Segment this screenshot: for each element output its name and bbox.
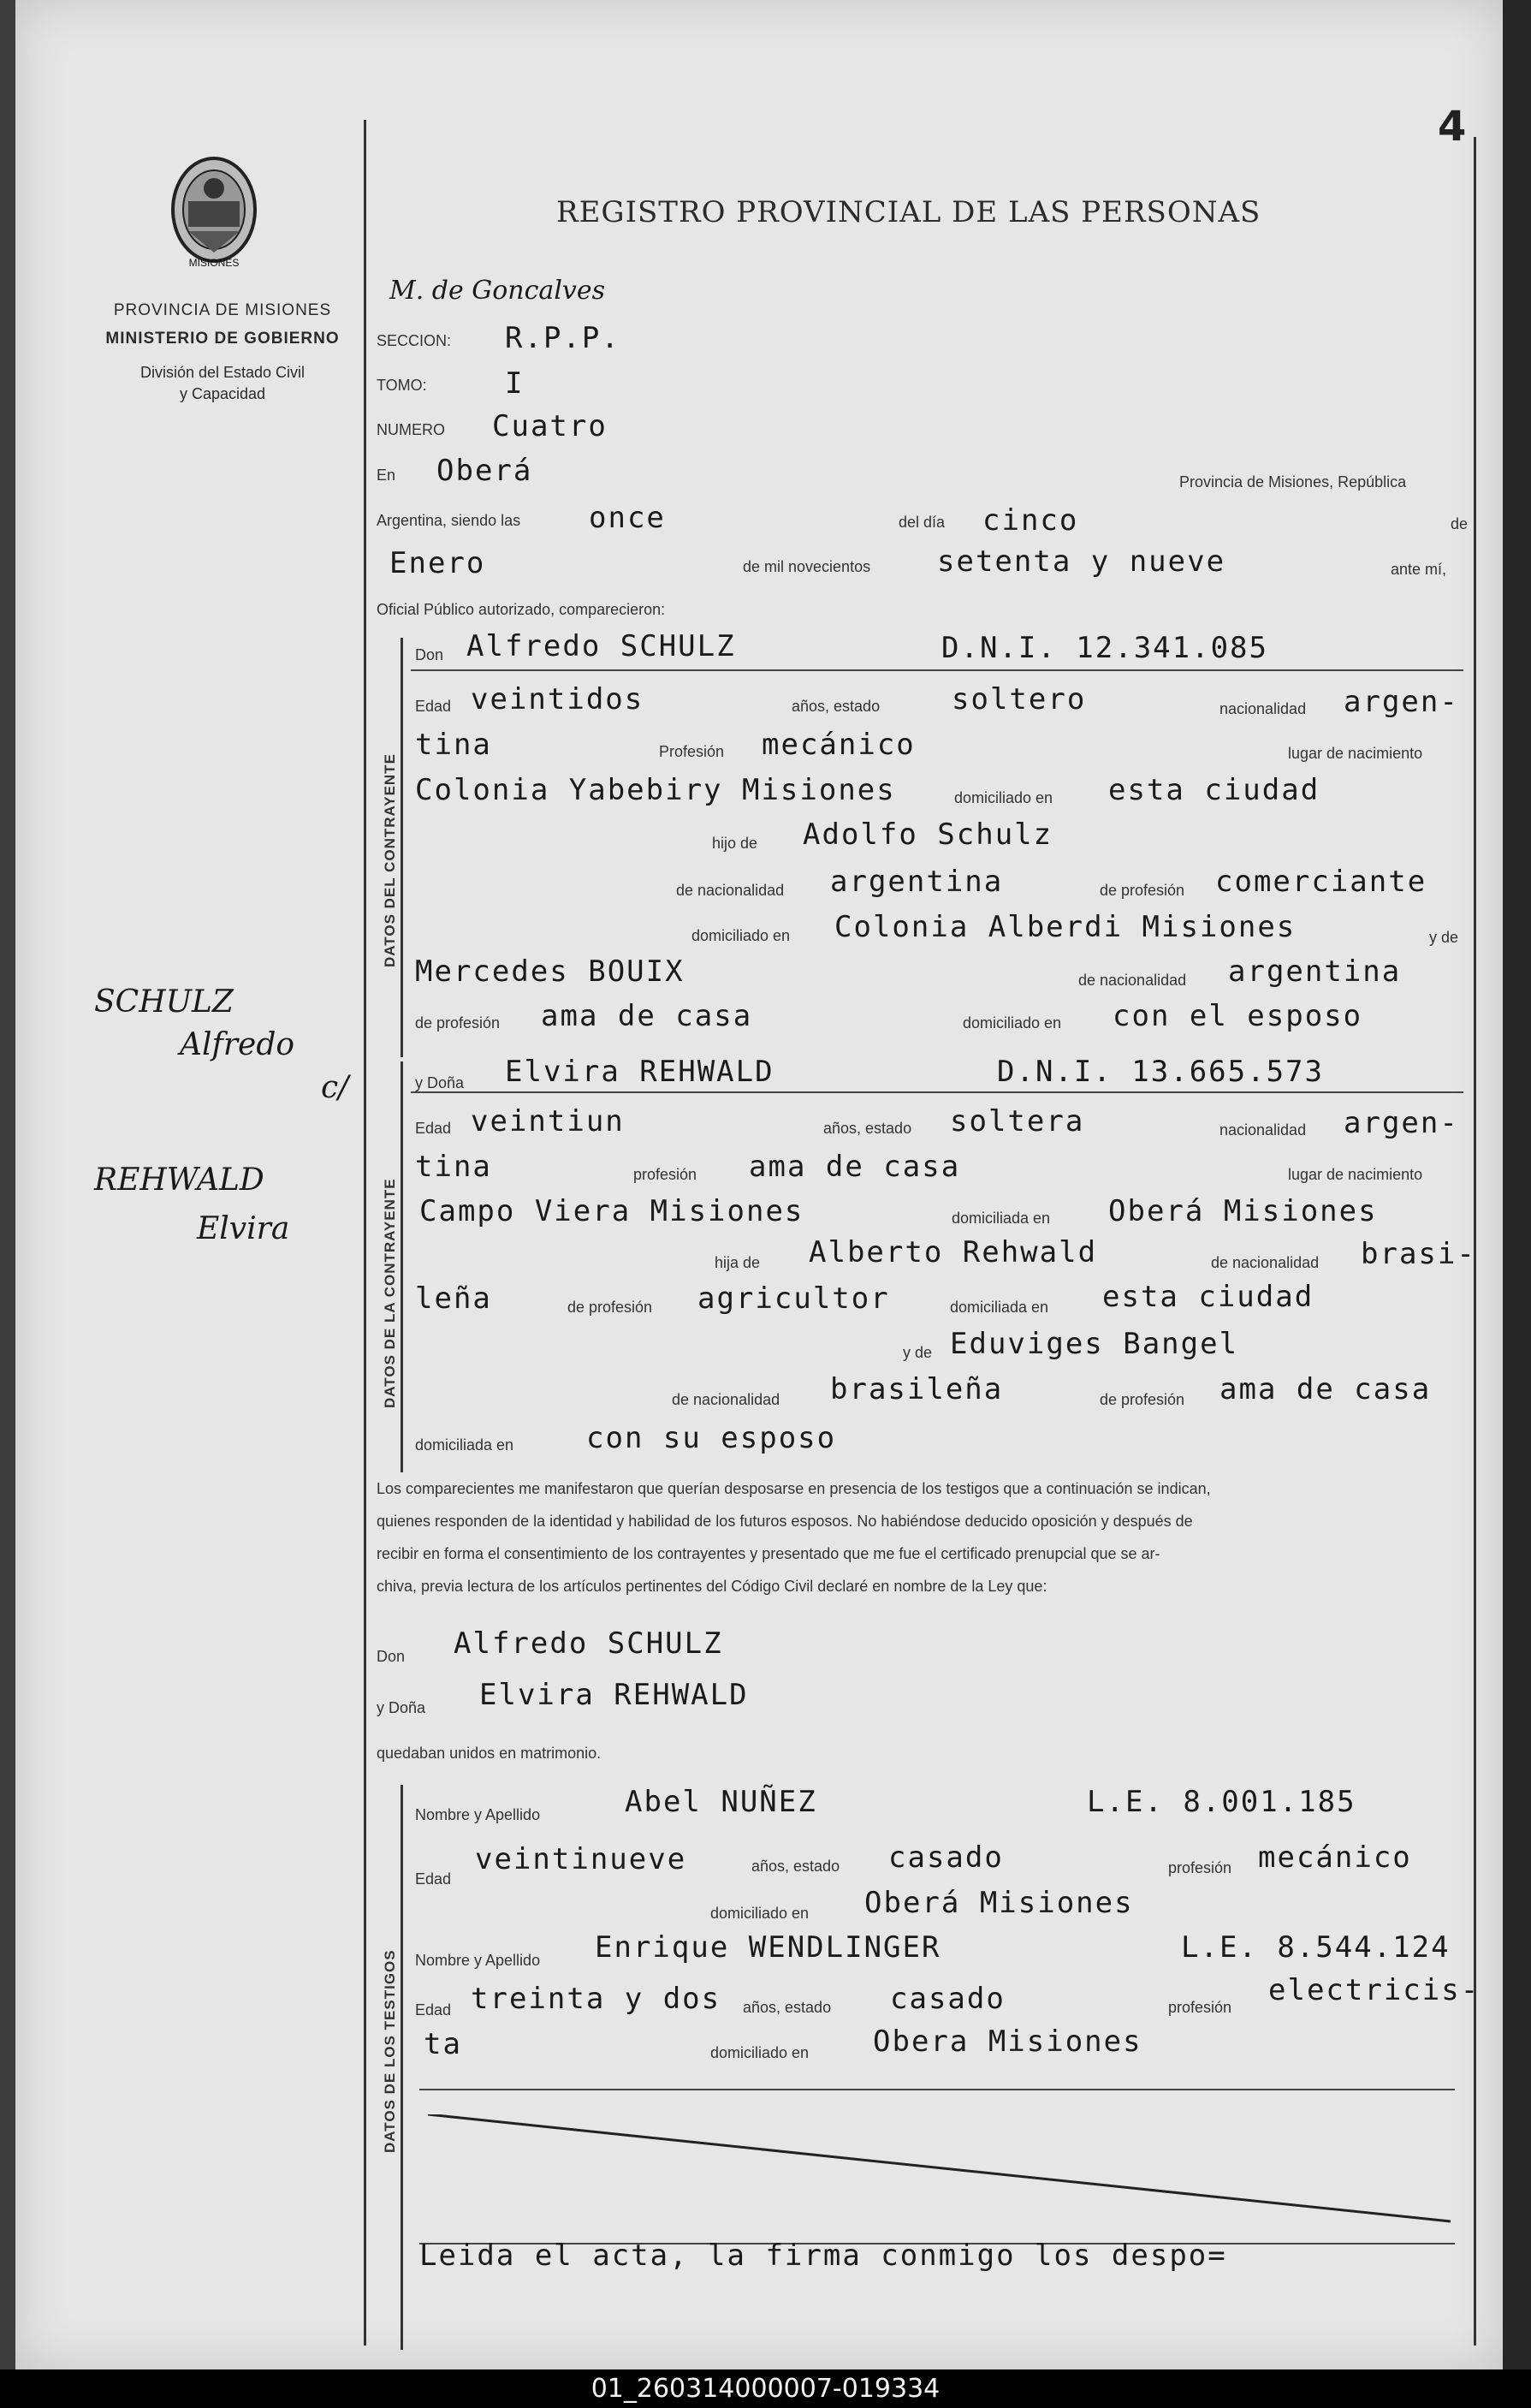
madre-prof-label: de profesión <box>1100 1391 1185 1408</box>
contrayenta-dom: Oberá Misiones <box>1108 1194 1378 1228</box>
lugar-label: lugar de nacimiento <box>1288 745 1423 762</box>
mes-value: Enero <box>389 546 486 580</box>
t2-nombre-label: Nombre y Apellido <box>415 1952 541 1969</box>
unidos-label: quedaban unidos en matrimonio. <box>377 1745 602 1762</box>
madre-dom-label: domiciliada en <box>415 1436 514 1454</box>
dom-label: domiciliada en <box>952 1210 1051 1227</box>
padre-nombre: Alberto Rehwald <box>809 1235 1098 1269</box>
contrayente-nac-cont: tina <box>415 728 492 762</box>
contrayente-section-label: DATOS DEL CONTRAYENTE <box>382 753 398 967</box>
seccion-value: R.P.P. <box>505 321 620 355</box>
declared-wife: Elvira REHWALD <box>479 1678 749 1712</box>
hora-value: once <box>589 501 666 535</box>
declaration-line-3: recibir en forma el consentimiento de los contrayentes y presentado que me fue el certificado prenupcial que se ar- <box>377 1545 1160 1562</box>
nac-label: nacionalidad <box>1219 1121 1307 1139</box>
argentina-label: Argentina, siendo las <box>377 512 521 529</box>
t1-edad: veintinueve <box>475 1842 687 1876</box>
page-edge <box>1503 0 1531 2369</box>
contrayente-nombre: Alfredo SCHULZ <box>466 629 736 663</box>
closing-line: Leida el acta, la firma conmigo los despo= <box>419 2239 1227 2273</box>
t2-nombre: Enrique WENDLINGER <box>595 1930 941 1965</box>
t1-nombre-label: Nombre y Apellido <box>415 1806 541 1823</box>
t2-dom: Obera Misiones <box>873 2025 1142 2059</box>
t2-prof: electricis- <box>1268 1973 1481 2007</box>
org-province: PROVINCIA DE MISIONES <box>113 301 332 319</box>
t2-edad-label: Edad <box>415 2001 452 2019</box>
underline <box>411 1091 1463 1093</box>
declaration-line-2: quienes responden de la identidad y habilidad de los futuros esposos. No habiéndose deducido oposición y después de <box>377 1513 1193 1530</box>
ante-label: ante mí, <box>1391 561 1447 578</box>
contrayenta-doc: D.N.I. 13.665.573 <box>997 1055 1324 1089</box>
dona-label: y Doña <box>377 1699 426 1716</box>
page-number: 4 <box>1438 103 1467 151</box>
contrayenta-nombre: Elvira REHWALD <box>505 1055 774 1089</box>
de-nac-label: de nacionalidad <box>676 882 785 899</box>
madre-nombre: Eduviges Bangel <box>950 1327 1239 1361</box>
margin-surname-2: REHWALD <box>94 1162 264 1198</box>
don-label: Don <box>415 646 444 663</box>
hija-label: hija de <box>715 1254 761 1271</box>
contrayente-lugar: Colonia Yabebiry Misiones <box>415 773 896 807</box>
contrayente-edad: veintidos <box>471 682 644 716</box>
en-value: Oberá <box>436 454 533 488</box>
t1-dom-label: domiciliado en <box>710 1905 810 1922</box>
registry-title: REGISTRO PROVINCIAL DE LAS PERSONAS <box>556 195 1261 229</box>
contrayenta-prof: ama de casa <box>749 1150 961 1184</box>
tomo-value: I <box>505 366 525 401</box>
t2-dom-label: domiciliado en <box>710 2044 810 2061</box>
provincial-seal-icon <box>163 150 265 278</box>
office-name: M. de Goncalves <box>389 276 606 306</box>
dia-value: cinco <box>982 503 1079 538</box>
contrayente-prof: mecánico <box>762 728 916 762</box>
padre-nombre: Adolfo Schulz <box>803 818 1053 852</box>
declaration-line-1: Los comparecientes me manifestaron que querían desposarse en presencia de los testigos que a continuación se indican, <box>377 1480 1211 1497</box>
section-rule-contrayenta <box>401 1061 403 1472</box>
edad-label: Edad <box>415 698 452 715</box>
blank-line <box>419 2089 1455 2090</box>
t1-estado: casado <box>888 1840 1004 1875</box>
prof-label: Profesión <box>659 743 725 760</box>
madre-nac: brasileña <box>830 1372 1004 1406</box>
declared-husband: Alfredo SCHULZ <box>454 1626 723 1661</box>
anio-value: setenta y nueve <box>937 544 1226 579</box>
t1-nombre: Abel NUÑEZ <box>625 1785 817 1819</box>
contrayente-estado: soltero <box>952 682 1087 716</box>
t1-edad-label: Edad <box>415 1870 452 1888</box>
dona-label: y Doña <box>415 1074 465 1091</box>
contrayenta-section-label: DATOS DE LA CONTRAYENTE <box>382 1178 398 1408</box>
oficial-label: Oficial Público autorizado, comparecieron: <box>377 601 666 618</box>
madre-nac-label: de nacionalidad <box>1078 972 1187 989</box>
contrayenta-edad: veintiun <box>471 1104 625 1139</box>
padre-nac-cont: leña <box>415 1281 492 1316</box>
t1-prof: mecánico <box>1258 1840 1412 1875</box>
contrayenta-lugar: Campo Viera Misiones <box>419 1194 804 1228</box>
edad-label: Edad <box>415 1120 452 1137</box>
madre-dom-label: domiciliado en <box>963 1014 1062 1032</box>
padre-dom-label: domiciliada en <box>950 1299 1049 1316</box>
t1-dom: Oberá Misiones <box>864 1886 1134 1920</box>
numero-value: Cuatro <box>492 409 608 443</box>
underline <box>411 669 1463 671</box>
declaration-line-4: chiva, previa lectura de los artículos pertinentes del Código Civil declaré en nombre de la Ley que: <box>377 1578 1047 1595</box>
madre-prof-label: de profesión <box>415 1014 501 1032</box>
padre-dom-label: domiciliado en <box>691 927 791 944</box>
padre-prof: comerciante <box>1215 865 1427 899</box>
org-division-2: y Capacidad <box>179 385 266 402</box>
lugar-label: lugar de nacimiento <box>1288 1166 1423 1183</box>
t2-estado: casado <box>890 1982 1006 2016</box>
de-nac-label: de nacionalidad <box>1211 1254 1320 1271</box>
dom-label: domiciliado en <box>954 789 1053 806</box>
t1-anos-label: años, estado <box>751 1858 840 1875</box>
section-rule-testigos <box>401 1785 403 2350</box>
madre-dom: con su esposo <box>586 1421 837 1455</box>
contrayente-dom: esta ciudad <box>1108 773 1320 807</box>
padre-dom: Colonia Alberdi Misiones <box>834 910 1297 944</box>
madre-prof: ama de casa <box>1219 1372 1432 1406</box>
madre-nac: argentina <box>1228 954 1402 989</box>
prof-label: profesión <box>633 1166 697 1183</box>
anos-label: años, estado <box>792 698 881 715</box>
numero-label: NUMERO <box>377 421 445 438</box>
padre-prof: agricultor <box>697 1281 890 1316</box>
tomo-label: TOMO: <box>377 377 427 394</box>
t1-doc: L.E. 8.001.185 <box>1087 1785 1356 1819</box>
strike-line <box>428 2114 1455 2226</box>
t1-prof-label: profesión <box>1168 1859 1232 1876</box>
y-de-label: y de <box>903 1344 933 1361</box>
de-prof-label: de profesión <box>567 1299 653 1316</box>
provincia-label: Provincia de Misiones, República <box>1179 473 1407 491</box>
madre-nac-label: de nacionalidad <box>672 1391 780 1408</box>
contrayenta-nac: argen- <box>1344 1106 1459 1140</box>
padre-nac: argentina <box>830 865 1004 899</box>
section-rule-contrayente <box>401 638 403 1057</box>
t2-anos-label: años, estado <box>743 1999 832 2016</box>
contrayenta-estado: soltera <box>950 1104 1085 1139</box>
testigos-section-label: DATOS DE LOS TESTIGOS <box>382 1949 398 2153</box>
contrayente-doc: D.N.I. 12.341.085 <box>941 631 1268 665</box>
nac-label: nacionalidad <box>1219 700 1307 717</box>
margin-conjunction: c/ <box>321 1070 349 1105</box>
org-division: División del Estado Civil <box>139 364 306 381</box>
y-de-label: y de <box>1429 929 1459 946</box>
scan-id-footer: 01_260314000007-019334 <box>0 2369 1531 2408</box>
madre-dom: con el esposo <box>1113 999 1363 1033</box>
seccion-label: SECCION: <box>377 332 452 349</box>
margin-name-2: Elvira <box>197 1211 290 1246</box>
padre-dom: esta ciudad <box>1102 1280 1314 1314</box>
hijo-label: hijo de <box>712 835 758 852</box>
svg-text:MISIONES: MISIONES <box>188 257 240 269</box>
t2-doc: L.E. 8.544.124 <box>1181 1930 1451 1965</box>
en-label: En <box>377 467 396 484</box>
anos-label: años, estado <box>823 1120 912 1137</box>
mil-label: de mil novecientos <box>743 558 871 575</box>
de-prof-label: de profesión <box>1100 882 1185 899</box>
padre-nac: brasi- <box>1361 1237 1476 1271</box>
left-column-rule <box>364 120 366 2346</box>
madre-prof: ama de casa <box>541 999 753 1033</box>
margin-name-1: Alfredo <box>180 1027 295 1062</box>
margin-surname-1: SCHULZ <box>94 984 234 1020</box>
t2-edad: treinta y dos <box>471 1982 721 2016</box>
t2-prof-cont: ta <box>424 2027 462 2061</box>
contrayenta-nac-cont: tina <box>415 1150 492 1184</box>
org-ministry: MINISTERIO DE GOBIERNO <box>105 330 340 348</box>
del-dia-label: del día <box>899 514 946 531</box>
contrayente-nac: argen- <box>1344 685 1459 719</box>
don-label: Don <box>377 1648 406 1665</box>
de-label: de <box>1451 515 1469 532</box>
t2-prof-label: profesión <box>1168 1999 1232 2016</box>
madre-nombre: Mercedes BOUIX <box>415 954 685 989</box>
